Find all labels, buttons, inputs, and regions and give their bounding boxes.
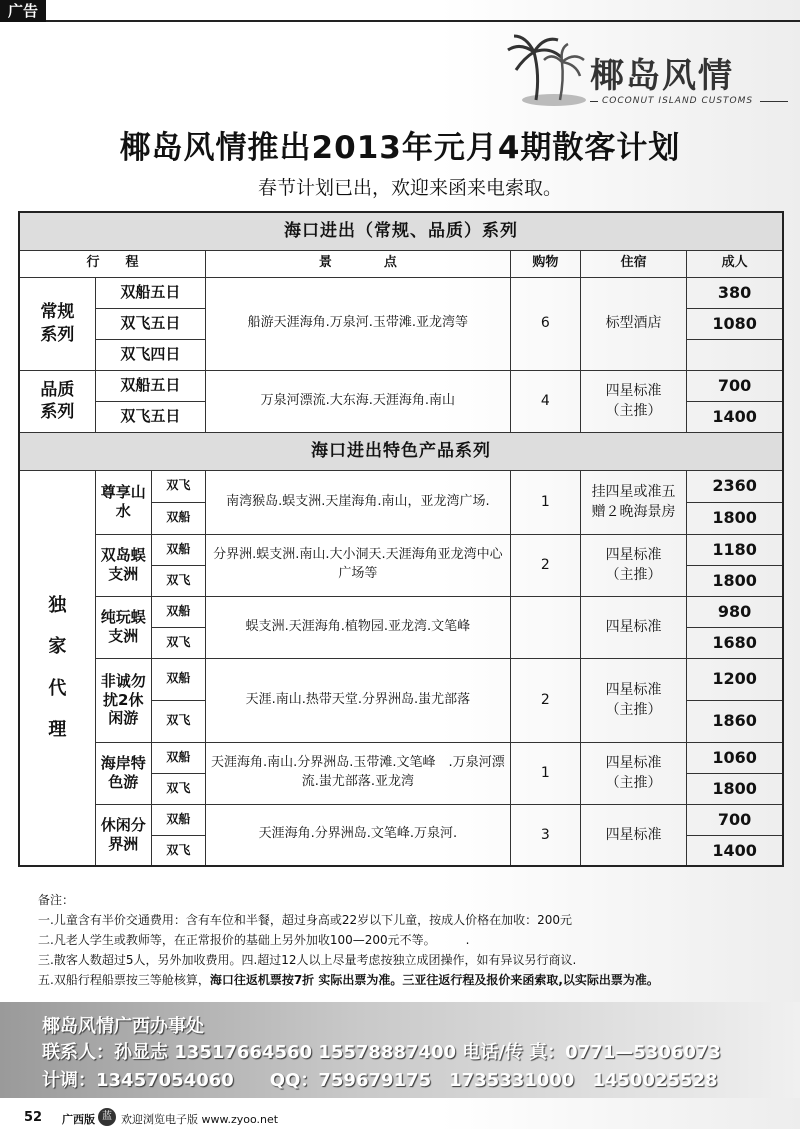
shopping-count: 6	[510, 277, 580, 370]
table-row	[19, 596, 783, 627]
route-name: 双飞四日	[95, 339, 205, 370]
exclusive-char: 独	[48, 594, 67, 616]
col-route: 行 程	[19, 250, 205, 277]
adult-price: 1060	[687, 742, 783, 773]
shopping-count: 1	[510, 470, 580, 534]
table-row	[19, 370, 783, 401]
contact-line: 联系人：孙显志 13517664560 15578887400 电话/传 真：0771—5306073	[42, 1042, 721, 1063]
hotel-cell	[580, 370, 686, 432]
edition-label: 广西版	[62, 1113, 95, 1126]
shopping-count: 1	[510, 742, 580, 804]
table-row	[19, 742, 783, 773]
sights-cell: 船游天涯海角.万泉河.玉带滩.亚龙湾等	[205, 277, 510, 370]
adult-price: 380	[687, 277, 783, 308]
product-name: 非诚勿扰2休闲游	[95, 658, 151, 742]
travel-mode: 双飞	[151, 565, 205, 596]
hotel-standard: 挂四星或准五	[591, 483, 676, 500]
product-name: 纯玩蜈支洲	[95, 596, 151, 658]
hotel-cell	[580, 470, 686, 534]
table-row	[19, 277, 783, 308]
exclusive-char: 代	[48, 677, 67, 699]
adult-price: 1800	[687, 502, 783, 534]
col-adult: 成人	[687, 250, 783, 277]
shopping-count	[510, 596, 580, 658]
travel-mode: 双飞	[151, 700, 205, 742]
table-header	[19, 250, 783, 277]
travel-mode: 双船	[151, 658, 205, 700]
hotel-note: （主推）	[605, 403, 662, 419]
product-name: 海岸特色游	[95, 742, 151, 804]
hotel-cell	[580, 804, 686, 866]
headline: 椰岛风情推出2013年元月4期散客计划	[119, 130, 681, 166]
travel-mode: 双飞	[151, 627, 205, 658]
series-label: 品质系列	[19, 370, 95, 432]
route-name: 双飞五日	[95, 308, 205, 339]
note-item: 三.散客人数超过5人，另外加收费用。四.超过12人以上尽量考虑按独立成团操作，如有异议另行商议.	[38, 953, 577, 967]
contact-line: 计调：13457054060 QQ：759679175 1735331000 1450025528	[42, 1070, 718, 1091]
adult-price: 1400	[687, 401, 783, 432]
logo-english-name: COCONUT ISLAND CUSTOMS	[602, 96, 754, 106]
hotel-cell	[580, 596, 686, 658]
sights-cell: 蜈支洲.天涯海角.植物园.亚龙湾.文笔峰	[205, 596, 510, 658]
product-name: 休闲分界洲	[95, 804, 151, 866]
shopping-count: 3	[510, 804, 580, 866]
notes	[38, 890, 788, 990]
travel-mode: 双船	[151, 534, 205, 565]
note-item: 二.凡老人学生或教师等，在正常报价的基础上另外加收100—200元不等。 .	[38, 933, 470, 947]
logo-chinese-name: 椰岛风情	[590, 56, 734, 96]
note-item	[38, 970, 788, 990]
hotel-standard: 四星标准	[605, 681, 662, 698]
contact-band	[0, 1002, 800, 1098]
col-shopping: 购物	[510, 250, 580, 277]
adult-price: 700	[687, 804, 783, 835]
sights-cell: 万泉河漂流.大东海.天涯海角.南山	[205, 370, 510, 432]
notes-title: 备注：	[38, 893, 75, 907]
hotel-cell	[580, 742, 686, 804]
hotel-standard: 四星标准	[605, 826, 662, 843]
exclusive-agent-label	[19, 470, 95, 866]
adult-price: 1400	[687, 835, 783, 866]
top-rule	[46, 20, 800, 22]
travel-mode: 双船	[151, 742, 205, 773]
route-name: 双船五日	[95, 370, 205, 401]
sights-cell: 天涯海角.分界洲岛.文笔峰.万泉河.	[205, 804, 510, 866]
route-name: 双飞五日	[95, 401, 205, 432]
table-row	[19, 470, 783, 502]
page-number: 52	[24, 1110, 43, 1125]
subline: 春节计划已出，欢迎来函来电索取。	[257, 177, 562, 199]
edition-badge: 蓝	[98, 1108, 116, 1126]
adult-price: 1860	[687, 700, 783, 742]
sights-cell: 分界洲.蜈支洲.南山.大小洞天.天涯海角亚龙湾中心广场等	[205, 534, 510, 596]
hotel-standard: 四星标准	[605, 382, 662, 399]
adult-price: 1080	[687, 308, 783, 339]
office-name: 椰岛风情广西办事处	[42, 1016, 204, 1037]
shopping-count: 2	[510, 658, 580, 742]
hotel-cell	[580, 658, 686, 742]
hotel-note: （主推）	[605, 567, 662, 583]
table-row	[19, 804, 783, 835]
sights-cell: 南湾猴岛.蜈支洲.天崖海角.南山，亚龙湾广场.	[205, 470, 510, 534]
logo-rule-right	[760, 101, 788, 102]
route-name: 双船五日	[95, 277, 205, 308]
sights-cell: 天涯.南山.热带天堂.分界洲岛.蚩尤部落	[205, 658, 510, 742]
travel-mode: 双飞	[151, 470, 205, 502]
palm-tree-icon	[506, 30, 588, 108]
col-sights: 景 点	[205, 250, 510, 277]
section-title-featured: 海口进出特色产品系列	[19, 432, 783, 470]
travel-mode: 双飞	[151, 835, 205, 866]
hotel-cell	[580, 534, 686, 596]
adult-price: 1180	[687, 534, 783, 565]
adult-price: 1800	[687, 773, 783, 804]
price-table	[18, 211, 784, 867]
shopping-count: 4	[510, 370, 580, 432]
logo-rule-left	[590, 101, 598, 102]
product-name: 双岛蜈支洲	[95, 534, 151, 596]
travel-mode: 双船	[151, 596, 205, 627]
adult-price: 1680	[687, 627, 783, 658]
hotel-standard: 四星标准	[605, 546, 662, 563]
adult-price: 700	[687, 370, 783, 401]
brand-logo	[498, 26, 798, 116]
travel-mode: 双船	[151, 502, 205, 534]
hotel-standard: 四星标准	[605, 754, 662, 771]
section-title-regular: 海口进出（常规、品质）系列	[19, 212, 783, 250]
shopping-count: 2	[510, 534, 580, 596]
hotel-note: （主推）	[605, 702, 662, 718]
website-link[interactable]: 欢迎浏览电子版 www.zyoo.net	[121, 1113, 279, 1126]
sights-cell: 天涯海角.南山.分界洲岛.玉带滩.文笔峰 .万泉河漂流.蚩尤部落.亚龙湾	[205, 742, 510, 804]
note-item-text: 五.双船行程船票按三等舱核算，	[38, 973, 210, 987]
exclusive-char: 理	[48, 719, 67, 741]
adult-price-empty	[687, 339, 783, 370]
adult-price: 1200	[687, 658, 783, 700]
adult-price: 2360	[687, 470, 783, 502]
page-footer	[0, 1104, 800, 1129]
adult-price: 1800	[687, 565, 783, 596]
ad-tag: 广告	[0, 0, 46, 22]
hotel-cell: 标型酒店	[580, 277, 686, 370]
hotel-note: 赠２晚海景房	[591, 504, 676, 520]
series-label: 常规系列	[19, 277, 95, 370]
note-item: 一.儿童含有半价交通费用：含有车位和半餐，超过身高或22岁以下儿童，按成人价格在加收：200元	[38, 913, 572, 927]
table-row	[19, 534, 783, 565]
travel-mode: 双飞	[151, 773, 205, 804]
hotel-standard: 四星标准	[605, 618, 662, 635]
product-name: 尊享山水	[95, 470, 151, 534]
note-item-bold: 海口往返机票按7折 实际出票为准。三亚往返行程及报价来函索取,以实际出票为准。	[209, 973, 659, 987]
col-hotel: 住宿	[580, 250, 686, 277]
travel-mode: 双船	[151, 804, 205, 835]
table-row	[19, 658, 783, 700]
hotel-note: （主推）	[605, 775, 662, 791]
exclusive-char: 家	[48, 636, 67, 658]
adult-price: 980	[687, 596, 783, 627]
